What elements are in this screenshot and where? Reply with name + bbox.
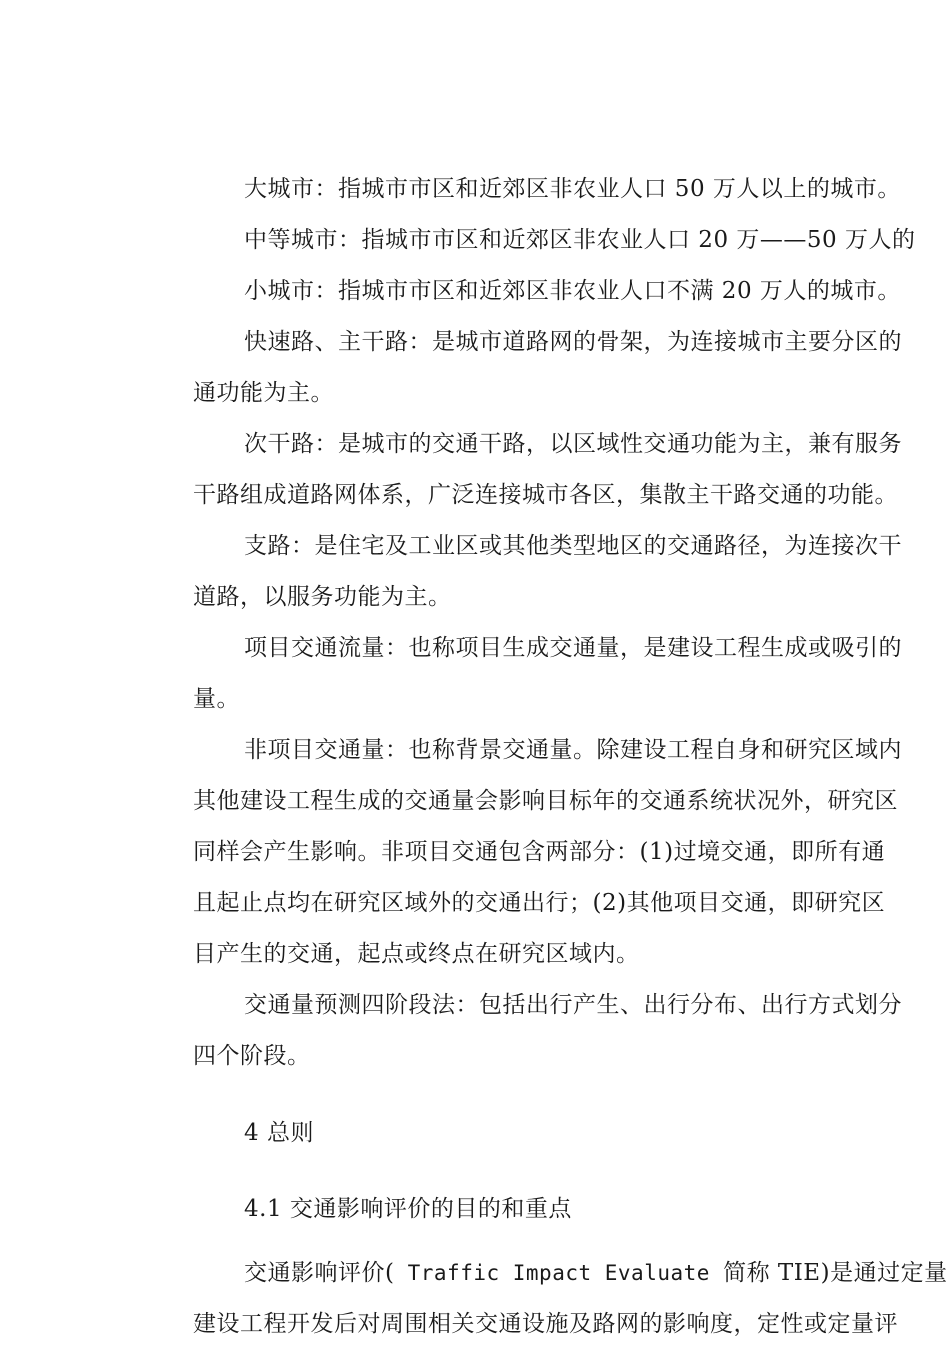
tie-text-suffix: 简称 TIE)是通过定量 xyxy=(723,1260,948,1286)
definition-secondary-road-line1: 次干路：是城市的交通干路，以区域性交通功能为主，兼有服务 xyxy=(244,431,902,457)
definition-non-project-traffic-line4: 且起止点均在研究区域外的交通出行；(2)其他项目交通，即研究区 xyxy=(193,890,886,916)
definition-non-project-traffic-line3: 同样会产生影响。非项目交通包含两部分：(1)过境交通，即所有通 xyxy=(193,839,886,865)
definition-non-project-traffic-line5: 目产生的交通，起点或终点在研究区域内。 xyxy=(193,941,640,967)
definition-branch-road-line2: 道路，以服务功能为主。 xyxy=(193,584,452,610)
definition-small-city: 小城市：指城市市区和近郊区非农业人口不满 20 万人的城市。 xyxy=(244,278,901,304)
definition-non-project-traffic-line2: 其他建设工程生成的交通量会影响目标年的交通系统状况外，研究区 xyxy=(193,788,898,814)
tie-paragraph-line2: 建设工程开发后对周围相关交通设施及路网的影响度，定性或定量评 xyxy=(193,1311,898,1337)
definition-four-stage-line2: 四个阶段。 xyxy=(193,1043,311,1069)
definition-secondary-road-line2: 干路组成道路网体系，广泛连接城市各区，集散主干路交通的功能。 xyxy=(193,482,898,508)
definition-expressway-line2: 通功能为主。 xyxy=(193,380,334,406)
definition-branch-road-line1: 支路：是住宅及工业区或其他类型地区的交通路径，为连接次干 xyxy=(244,533,902,559)
definition-medium-city: 中等城市：指城市市区和近郊区非农业人口 20 万——50 万人的 xyxy=(244,227,916,253)
section-heading: 4 总则 xyxy=(244,1120,314,1146)
definition-project-traffic-line1: 项目交通流量：也称项目生成交通量，是建设工程生成或吸引的 xyxy=(244,635,902,661)
definition-large-city: 大城市：指城市市区和近郊区非农业人口 50 万人以上的城市。 xyxy=(244,176,901,202)
tie-paragraph-line1 xyxy=(244,1258,948,1288)
subsection-heading: 4.1 交通影响评价的目的和重点 xyxy=(244,1196,572,1222)
definition-expressway-line1: 快速路、主干路：是城市道路网的骨架，为连接城市主要分区的 xyxy=(244,329,902,355)
tie-english-term: Traffic Impact Evaluate xyxy=(394,1261,724,1285)
definition-project-traffic-line2: 量。 xyxy=(193,686,240,712)
definition-four-stage-line1: 交通量预测四阶段法：包括出行产生、出行分布、出行方式划分 xyxy=(244,992,902,1018)
tie-text-prefix: 交通影响评价( xyxy=(244,1260,395,1286)
definition-non-project-traffic-line1: 非项目交通量：也称背景交通量。除建设工程自身和研究区域内 xyxy=(244,737,902,763)
